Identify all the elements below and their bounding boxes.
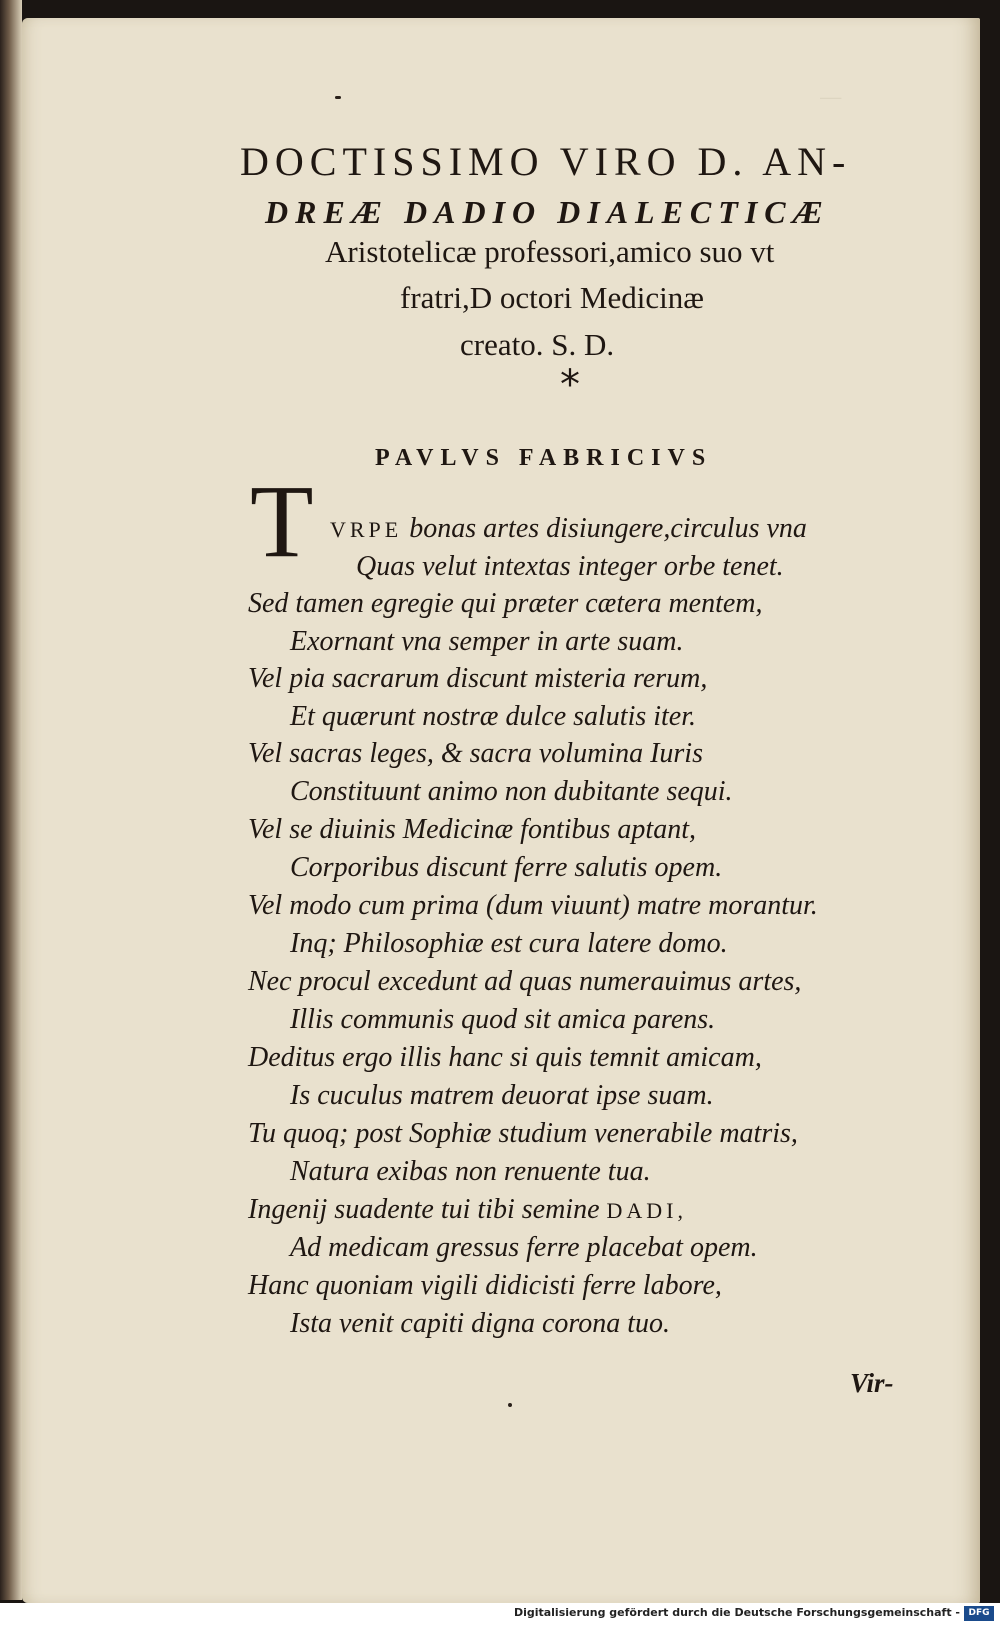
- poem-line: Ista venit capiti digna corona tuo.: [290, 1308, 671, 1339]
- poem-line: Corporibus discunt ferre salutis opem.: [290, 852, 723, 883]
- poem-line-text: Ingenij suadente tui tibi semine: [248, 1194, 600, 1225]
- poem-line: Tu quoq; post Sophiæ studium venerabile matris,: [248, 1118, 798, 1149]
- poem-line: Inq; Philosophiæ est cura latere domo.: [290, 928, 728, 959]
- poem-line: [248, 1194, 687, 1226]
- dadi-smallcaps: DADI,: [606, 1198, 687, 1223]
- book-spine-edge: [0, 0, 22, 1600]
- footer-bar: [0, 1603, 1000, 1625]
- poem-line: Vel se diuinis Medicinæ fontibus aptant,: [248, 814, 696, 845]
- poem-line: Vel modo cum prima (dum viuunt) matre morantur.: [248, 890, 818, 921]
- poem-line: Vel sacras leges, & sacra volumina Iuris: [248, 738, 703, 769]
- poem-line: Et quærunt nostræ dulce salutis iter.: [290, 701, 697, 732]
- dedication-title-line-1: DOCTISSIMO VIRO D. AN-: [240, 139, 852, 184]
- ink-mark: [335, 96, 341, 99]
- poem-line: Illis communis quod sit amica parens.: [290, 1004, 716, 1035]
- poem-line: Quas velut intextas integer orbe tenet.: [356, 551, 784, 582]
- dedication-title-line-5: creato. S. D.: [460, 327, 615, 362]
- poem-line: Nec procul excedunt ad quas numerauimus artes,: [248, 966, 802, 997]
- poem-line: Exornant vna semper in arte suam.: [290, 626, 684, 657]
- asterisk-ornament: *: [560, 362, 580, 408]
- ink-mark: [508, 1403, 512, 1407]
- poem-line: Ad medicam gressus ferre placebat opem.: [290, 1232, 758, 1263]
- poem-line: Hanc quoniam vigili didicisti ferre labore,: [248, 1270, 722, 1301]
- poem-line-1-smallcaps: VRPE: [330, 517, 403, 542]
- catchword: Vir-: [850, 1368, 894, 1398]
- funding-credit: Digitalisierung gefördert durch die Deutsche Forschungsgemeinschaft -: [513, 1606, 960, 1619]
- drop-capital: T: [250, 464, 314, 579]
- poem-line: Constituunt animo non dubitante sequi.: [290, 776, 733, 807]
- poem-line: Is cuculus matrem deuorat ipse suam.: [290, 1080, 714, 1111]
- poem-line: Vel pia sacrarum discunt misteria rerum,: [248, 663, 708, 694]
- dedication-title-line-4: fratri,D octori Medicinæ: [400, 280, 704, 315]
- author-heading: PAVLVS FABRICIVS: [375, 445, 713, 471]
- bleed-through-text: —: [820, 84, 842, 110]
- poem-line: Natura exibas non renuente tua.: [290, 1156, 651, 1187]
- poem-line-1: [330, 513, 807, 545]
- poem-line-1-text: bonas artes disiungere,circulus vna: [409, 513, 807, 544]
- poem-line: Deditus ergo illis hanc si quis temnit amicam,: [248, 1042, 762, 1073]
- dedication-title-line-2: DREÆ DADIO DIALECTICÆ: [265, 194, 830, 230]
- dfg-logo: DFG: [964, 1606, 994, 1621]
- dedication-title-line-3: Aristotelicæ professori,amico suo vt: [325, 234, 775, 269]
- poem-line: Sed tamen egregie qui præter cætera mentem,: [248, 588, 763, 619]
